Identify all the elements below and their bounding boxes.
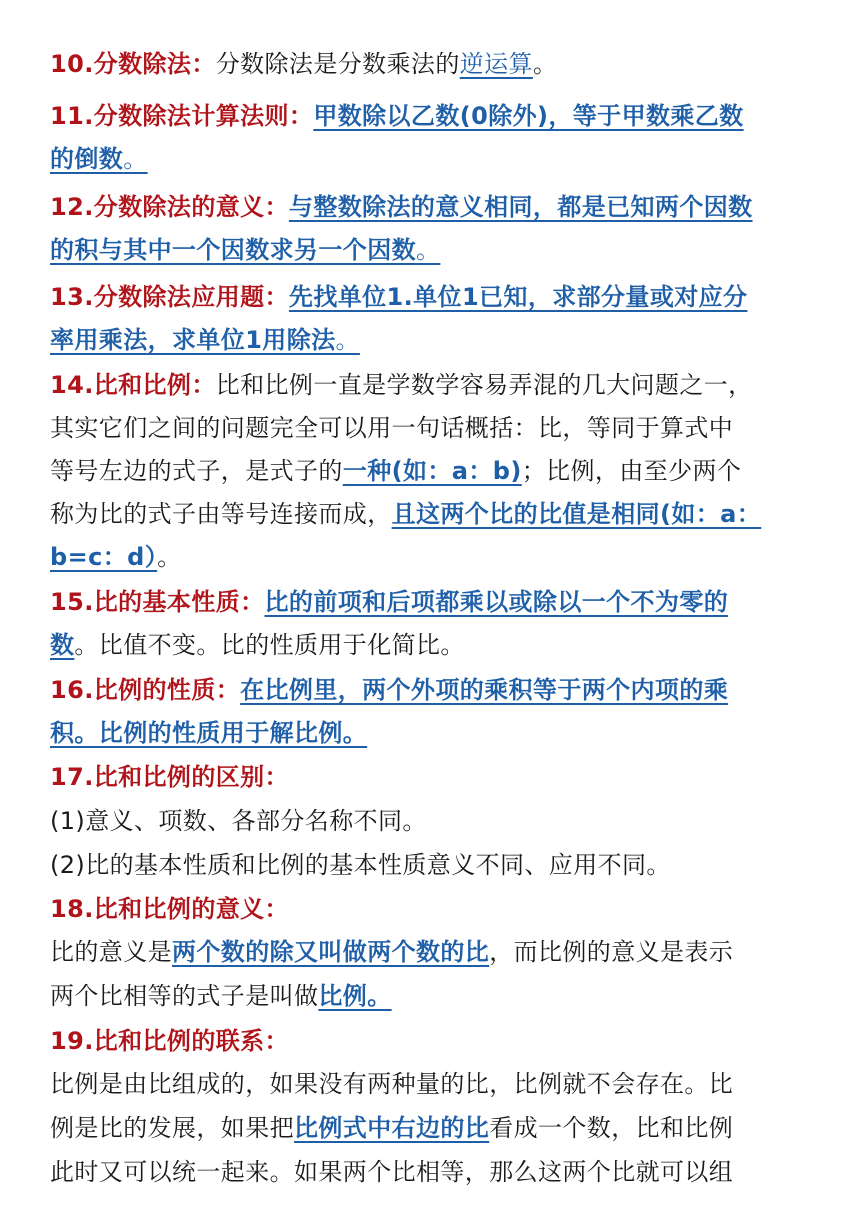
item-18-line-1 xyxy=(50,935,733,969)
item-12-end: 。 xyxy=(416,236,441,264)
item-18-heading-line xyxy=(50,892,289,926)
item-16-key-1: 在比例里，两个外项的乘积等于两个内项的乘 xyxy=(240,676,729,704)
item-16-line-2 xyxy=(50,716,367,750)
item-12-key-2: 的积与其中一个因数求另一个因数 xyxy=(50,236,416,264)
item-17-text-2: (2)比的基本性质和比例的基本性质意义不同、应用不同。 xyxy=(50,851,671,879)
item-18-heading: 18.比和比例的意义： xyxy=(50,895,289,923)
item-11-heading: 11.分数除法计算法则： xyxy=(50,102,314,130)
item-14-line-1 xyxy=(50,368,753,402)
item-11-line-2 xyxy=(50,142,148,176)
item-14-heading: 14.比和比例： xyxy=(50,371,216,399)
item-11-key-2: 的倒数 xyxy=(50,145,124,173)
item-14-line-3 xyxy=(50,454,741,488)
item-17-text-1: (1)意义、项数、各部分名称不同。 xyxy=(50,807,427,835)
item-10 xyxy=(50,47,557,81)
item-14-line-2 xyxy=(50,411,733,445)
item-10-key: 逆运算 xyxy=(459,50,533,78)
item-15-key-1: 比的前项和后项都乘以或除以一个不为零的 xyxy=(264,588,729,616)
item-10-end: 。 xyxy=(532,50,558,78)
item-13-heading: 13.分数除法应用题： xyxy=(50,283,289,311)
item-14-text-3b: ；比例，由至少两个 xyxy=(521,457,742,485)
item-12-key-1: 与整数除法的意义相同，都是已知两个因数 xyxy=(288,193,753,221)
item-11-key-1: 甲数除以乙数(0除外)，等于甲数乘乙数 xyxy=(313,102,744,130)
item-10-text: 分数除法是分数乘法的 xyxy=(215,50,460,78)
item-15-heading: 15.比的基本性质： xyxy=(50,588,265,616)
item-14-key-1: 一种(如：a：b) xyxy=(342,457,522,485)
item-19-text-3: 此时又可以统一起来。如果两个比相等，那么这两个比就可以组 xyxy=(50,1158,734,1186)
item-17-point-2 xyxy=(50,848,671,882)
item-18-text-2: 两个比相等的式子是叫做 xyxy=(50,982,319,1010)
item-18-text-1: 比的意义是 xyxy=(50,938,172,966)
item-19-text-2: 例是比的发展，如果把 xyxy=(50,1114,294,1142)
item-13-key-1: 先找单位1.单位1已知，求部分量或对应分 xyxy=(288,283,748,311)
item-15-line-1 xyxy=(50,585,728,619)
item-11-line-1 xyxy=(50,99,744,133)
item-15-text: 。比值不变。比的性质用于化简比。 xyxy=(74,631,465,659)
item-13-end: 。 xyxy=(335,326,360,354)
item-18-key-1: 两个数的除又叫做两个数的比 xyxy=(172,938,490,966)
item-19-heading: 19.比和比例的联系： xyxy=(50,1027,289,1055)
item-18-text-1b: ，而比例的意义是表示 xyxy=(489,938,734,966)
item-13-key-2: 率用乘法，求单位1用除法 xyxy=(50,326,336,354)
item-15-line-2 xyxy=(50,628,465,662)
item-16-line-1 xyxy=(50,673,728,707)
item-12-line-2 xyxy=(50,233,440,267)
item-14-line-4 xyxy=(50,497,761,531)
item-14-text-1: 比和比例一直是学数学容易弄混的几大问题之一， xyxy=(215,371,753,399)
item-18-key-2: 比例。 xyxy=(318,982,392,1010)
item-19-line-2 xyxy=(50,1111,733,1145)
item-12-heading: 12.分数除法的意义： xyxy=(50,193,289,221)
item-19-text-2b: 看成一个数，比和比例 xyxy=(489,1114,734,1142)
item-14-key-2: 且这两个比的比值是相同(如：a： xyxy=(391,500,762,528)
item-18-line-2 xyxy=(50,979,392,1013)
item-14-text-2: 其实它们之间的问题完全可以用一句话概括：比，等同于算式中 xyxy=(50,414,734,442)
item-19-line-1 xyxy=(50,1067,733,1101)
item-17-heading-line xyxy=(50,760,289,794)
item-13-line-2 xyxy=(50,323,360,357)
item-15-key-2: 数 xyxy=(50,631,75,659)
item-10-heading: 10.分数除法： xyxy=(50,50,216,78)
item-14-end: 。 xyxy=(157,543,182,571)
item-19-line-3 xyxy=(50,1155,733,1189)
item-19-heading-line xyxy=(50,1024,289,1058)
item-14-line-5 xyxy=(50,540,182,574)
item-17-point-1 xyxy=(50,804,427,838)
item-17-heading: 17.比和比例的区别： xyxy=(50,763,289,791)
item-19-key-1: 比例式中右边的比 xyxy=(294,1114,490,1142)
item-14-text-4: 称为比的式子由等号连接而成， xyxy=(50,500,392,528)
item-13-line-1 xyxy=(50,280,747,314)
item-14-key-3: b=c：d） xyxy=(50,543,158,571)
item-12-line-1 xyxy=(50,190,753,224)
item-16-key-2: 积。比例的性质用于解比例。 xyxy=(50,719,368,747)
item-14-text-3: 等号左边的式子，是式子的 xyxy=(50,457,343,485)
item-11-end: 。 xyxy=(123,145,148,173)
item-19-text-1: 比例是由比组成的，如果没有两种量的比，比例就不会存在。比 xyxy=(50,1070,734,1098)
item-16-heading: 16.比例的性质： xyxy=(50,676,241,704)
